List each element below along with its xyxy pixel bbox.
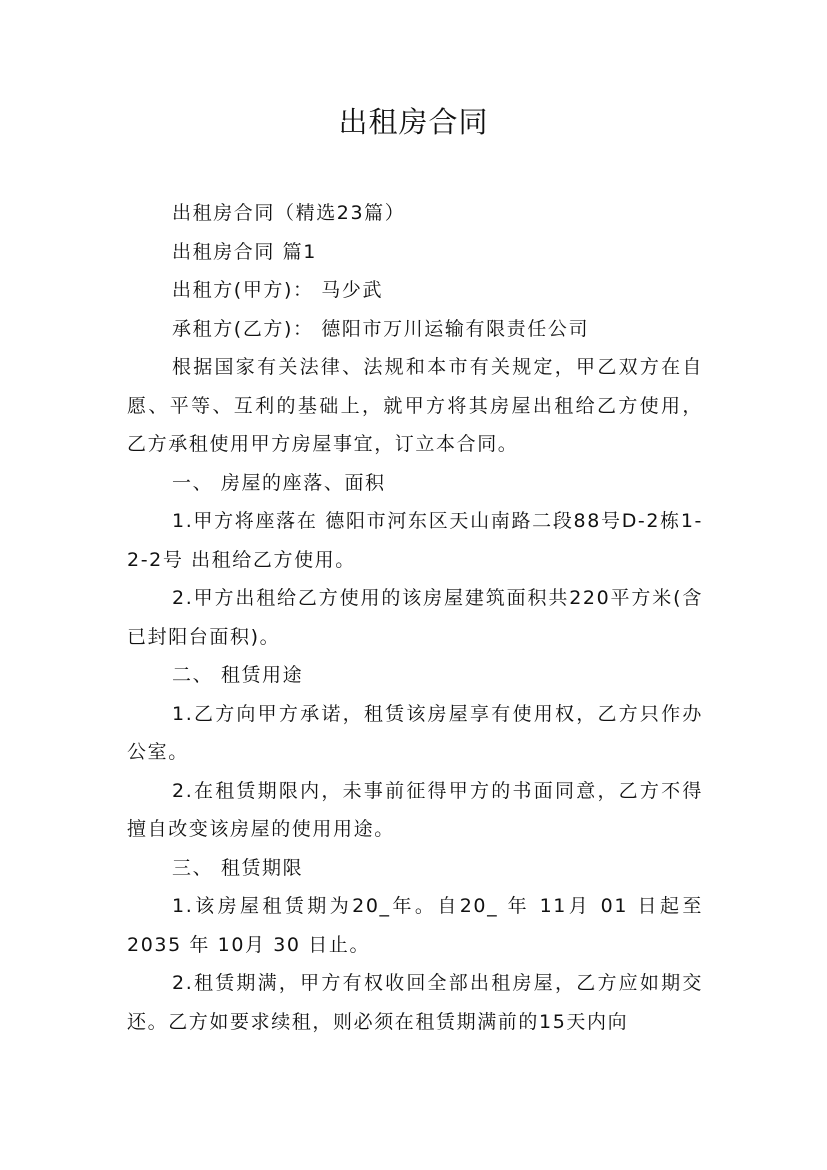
document-body [127,194,703,1041]
paragraph-term-1: 1.该房屋租赁期为20_年。自20_ 年 11月 01 日起至2035 年 10月 30 日止。 [127,895,703,956]
paragraph-term-2: 2.租赁期满，甲方有权收回全部出租房屋，乙方应如期交还。乙方如要求续租，则必须在租赁期满前的15天内向 [127,972,703,1033]
paragraph-location: 1.甲方将座落在 德阳市河东区天山南路二段88号D-2栋1-2-2号 出租给乙方使用。 [127,510,703,571]
paragraph-area: 2.甲方出租给乙方使用的该房屋建筑面积共220平方米(含已封阳台面积)。 [127,587,703,648]
heading-location-area: 一、 房屋的座落、面积 [172,471,386,494]
heading-lease-purpose: 二、 租赁用途 [172,664,304,686]
paragraph-lessor: 出租方(甲方)： 马少武 [172,279,384,301]
paragraph-preamble: 根据国家有关法律、法规和本市有关规定，甲乙双方在自愿、平等、互利的基础上，就甲方将其房屋出租给乙方使用，乙方承租使用甲方房屋事宜，订立本合同。 [127,356,703,455]
paragraph-purpose-1: 1.乙方向甲方承诺，租赁该房屋享有使用权，乙方只作办公室。 [127,702,703,763]
document-title: 出租房合同 [338,105,489,139]
heading-lease-term: 三、 租赁期限 [172,856,304,879]
paragraph-lessee: 承租方(乙方)： 德阳市万川运输有限责任公司 [172,317,590,340]
paragraph-section-heading: 出租房合同 篇1 [172,240,317,263]
paragraph-subtitle: 出租房合同（精选23篇） [172,202,406,224]
paragraph-purpose-2: 2.在租赁期限内，未事前征得甲方的书面同意，乙方不得擅自改变该房屋的使用用途。 [127,779,703,840]
